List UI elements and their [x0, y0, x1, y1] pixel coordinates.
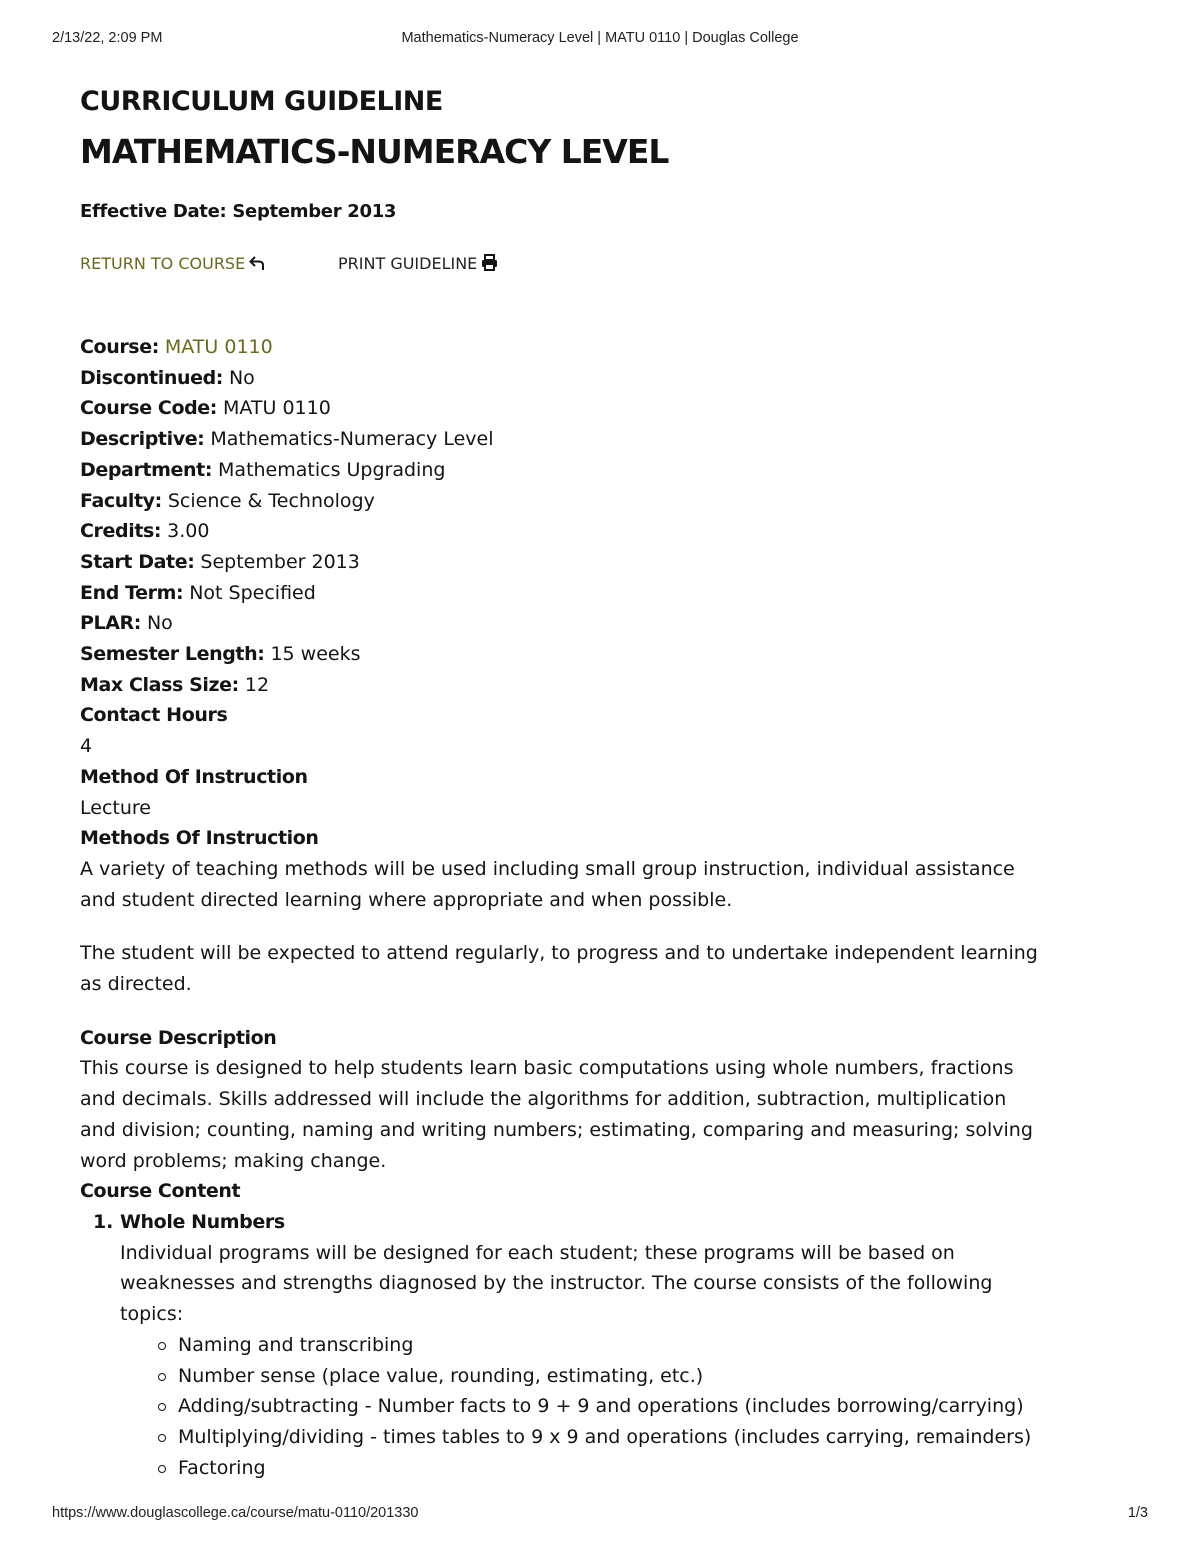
field-value: No — [228, 366, 255, 389]
methods-of-instruction-label: Methods Of Instruction — [80, 827, 319, 850]
field-label: Course: — [80, 336, 159, 358]
field-value: September 2013 — [200, 550, 360, 573]
list-item: Factoring — [158, 1453, 1130, 1484]
list-item: Number sense (place value, rounding, estimating, etc.) — [158, 1361, 1130, 1392]
field-start-date — [80, 547, 1130, 578]
field-plar — [80, 608, 1130, 639]
text-line: and decimals. Skills addressed will include the algorithms for addition, subtraction, multiplication — [80, 1088, 1007, 1111]
field-descriptive — [80, 424, 1130, 455]
field-end-term — [80, 578, 1130, 609]
text-line: topics: — [120, 1303, 184, 1326]
field-label: PLAR: — [80, 612, 141, 635]
print-url: https://www.douglascollege.ca/course/matu-0110/201330 — [52, 1505, 419, 1521]
effective-date: Effective Date: September 2013 — [80, 201, 397, 222]
printer-icon — [481, 254, 498, 271]
field-label: Max Class Size: — [80, 673, 239, 696]
print-header — [52, 30, 1148, 50]
course-link[interactable]: MATU 0110 — [164, 336, 273, 358]
course-content-label: Course Content — [80, 1180, 241, 1203]
return-to-course-label: RETURN TO COURSE — [80, 254, 246, 273]
field-label: Department: — [80, 458, 213, 481]
course-description-label: Course Description — [80, 1026, 277, 1049]
content-item-whole-numbers — [120, 1207, 1130, 1483]
print-guideline-label: PRINT GUIDELINE — [338, 254, 478, 273]
field-value: Mathematics-Numeracy Level — [210, 428, 494, 451]
field-label: Descriptive: — [80, 428, 205, 451]
field-department — [80, 455, 1130, 486]
contact-hours-value: 4 — [80, 735, 93, 758]
text-line: word problems; making change. — [80, 1149, 387, 1172]
text-line: A variety of teaching methods will be used including small group instruction, individual assistance — [80, 857, 1015, 880]
list-item: Naming and transcribing — [158, 1330, 1130, 1361]
field-label: End Term: — [80, 581, 184, 604]
guideline-content — [80, 84, 1130, 1483]
return-to-course-link[interactable] — [80, 254, 266, 273]
field-label: Faculty: — [80, 489, 162, 512]
field-value: 3.00 — [167, 520, 210, 543]
method-of-instruction-label: Method Of Instruction — [80, 765, 308, 788]
field-discontinued — [80, 363, 1130, 394]
field-value: No — [146, 612, 173, 635]
return-arrow-icon — [249, 255, 266, 271]
field-label: Discontinued: — [80, 366, 223, 389]
topic-list — [120, 1330, 1130, 1484]
field-label: Start Date: — [80, 550, 195, 573]
curriculum-guideline-heading: CURRICULUM GUIDELINE — [80, 86, 443, 117]
field-credits — [80, 516, 1130, 547]
text-line: and division; counting, naming and writing numbers; estimating, comparing and measuring; solving — [80, 1118, 1033, 1141]
field-label: Credits: — [80, 520, 162, 543]
course-fields — [80, 332, 1130, 1483]
text-line: This course is designed to help students learn basic computations using whole numbers, fractions — [80, 1057, 1014, 1080]
list-item: Adding/subtracting - Number facts to 9 + 9 and operations (includes borrowing/carrying) — [158, 1391, 1130, 1422]
text-line: and student directed learning where appropriate and when possible. — [80, 888, 733, 911]
print-footer — [52, 1505, 1148, 1525]
print-page-number: 1/3 — [1127, 1505, 1148, 1521]
field-faculty — [80, 486, 1130, 517]
text-line: as directed. — [80, 973, 192, 996]
print-datetime: 2/13/22, 2:09 PM — [52, 30, 163, 46]
course-content-list — [80, 1207, 1130, 1483]
text-line: weaknesses and strengths diagnosed by the instructor. The course consists of the following — [120, 1272, 993, 1295]
methods-of-instruction-paragraph-2 — [80, 938, 1130, 999]
field-value: Mathematics Upgrading — [218, 458, 446, 481]
field-value: MATU 0110 — [223, 397, 331, 420]
print-guideline-link[interactable] — [338, 254, 498, 273]
field-course — [80, 332, 1130, 363]
field-label: Course Code: — [80, 397, 217, 420]
field-semester-length — [80, 639, 1130, 670]
methods-of-instruction-paragraph-1 — [80, 854, 1130, 915]
print-page-title: Mathematics-Numeracy Level | MATU 0110 | Douglas College — [401, 30, 799, 46]
content-item-title: 1. Whole Numbers — [120, 1210, 285, 1233]
action-links — [80, 254, 1130, 276]
field-value: 15 weeks — [270, 643, 361, 666]
course-description-text — [80, 1053, 1130, 1176]
field-label: Semester Length: — [80, 643, 265, 666]
text-line: The student will be expected to attend regularly, to progress and to undertake independent learning — [80, 942, 1038, 965]
field-value: Science & Technology — [167, 489, 375, 512]
method-of-instruction-value: Lecture — [80, 796, 151, 819]
contact-hours-label: Contact Hours — [80, 704, 228, 727]
page-title: MATHEMATICS-NUMERACY LEVEL — [80, 132, 669, 171]
field-value: 12 — [244, 673, 270, 696]
field-value: Not Specified — [189, 581, 316, 604]
text-line: Individual programs will be designed for each student; these programs will be based on — [120, 1241, 955, 1264]
list-item: Multiplying/dividing - times tables to 9 x 9 and operations (includes carrying, remainders) — [158, 1422, 1130, 1453]
field-course-code — [80, 393, 1130, 424]
field-max-class-size — [80, 670, 1130, 701]
